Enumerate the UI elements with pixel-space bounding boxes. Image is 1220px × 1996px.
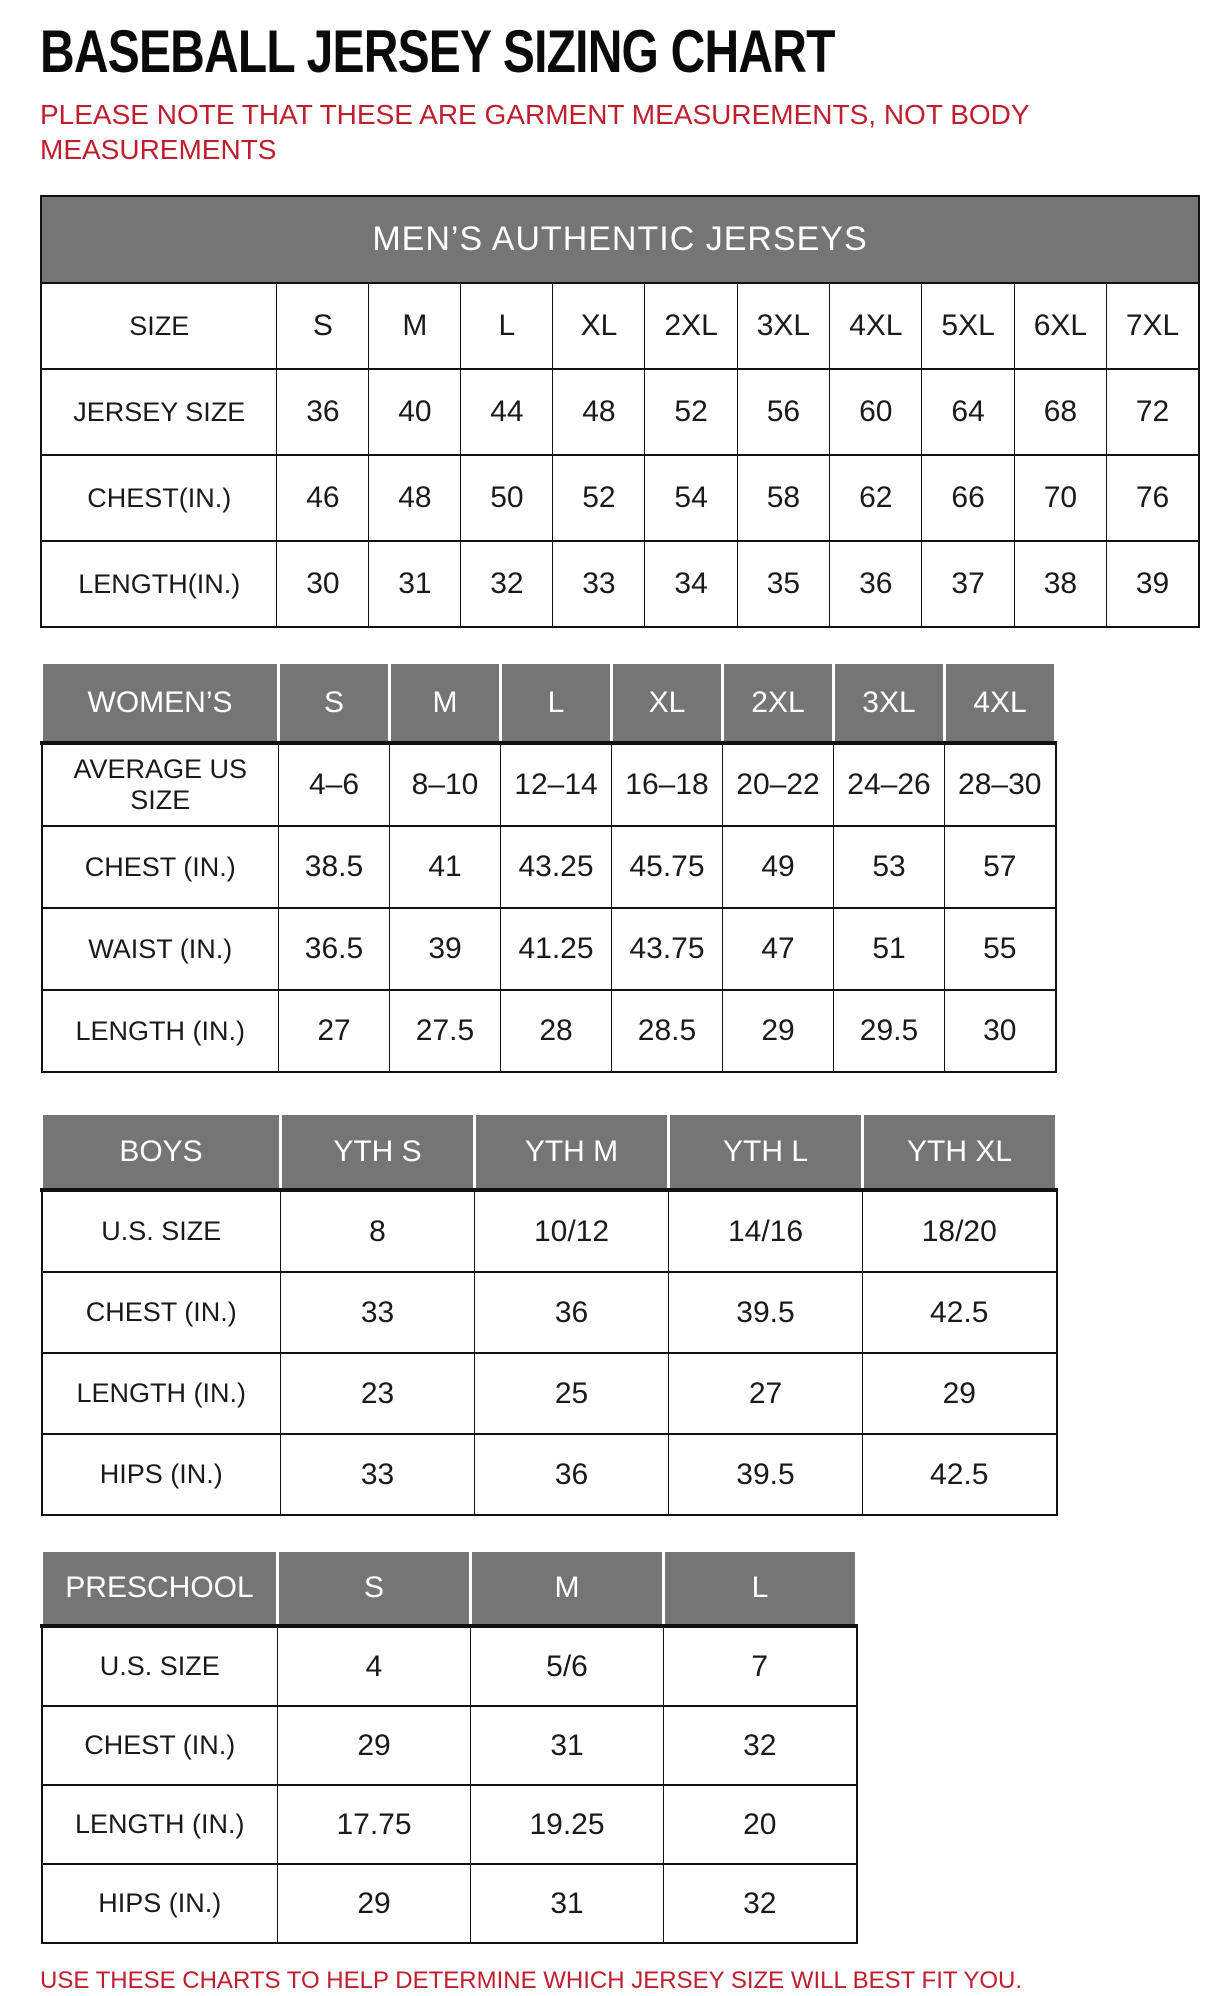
- size-column-header: 2XL: [723, 663, 834, 744]
- row-label: WAIST (IN.): [42, 908, 279, 990]
- measurement-value: 60: [830, 369, 922, 455]
- measurement-value: 2XL: [645, 283, 737, 369]
- measurement-value: 58: [737, 455, 829, 541]
- measurement-value: 52: [645, 369, 737, 455]
- measurement-value: 31: [471, 1864, 664, 1943]
- measurement-value: 4–6: [279, 743, 390, 826]
- measurement-value: 19.25: [471, 1785, 664, 1864]
- measurement-value: 39: [1107, 541, 1199, 627]
- mens-table-banner: MEN’S AUTHENTIC JERSEYS: [41, 196, 1199, 283]
- measurement-value: 4: [278, 1626, 471, 1706]
- measurement-value: 3XL: [737, 283, 829, 369]
- measurement-value: S: [277, 283, 369, 369]
- size-column-header: YTH XL: [863, 1114, 1057, 1191]
- size-column-header: S: [279, 663, 390, 744]
- row-label: CHEST(IN.): [41, 455, 277, 541]
- measurement-value: 4XL: [830, 283, 922, 369]
- boys-jerseys-table: [40, 1112, 1058, 1516]
- measurement-value: 57: [945, 826, 1056, 908]
- measurement-value: 33: [553, 541, 645, 627]
- measurement-value: 43.75: [612, 908, 723, 990]
- measurement-value: 12–14: [501, 743, 612, 826]
- row-label: LENGTH (IN.): [42, 1785, 278, 1864]
- measurement-value: 62: [830, 455, 922, 541]
- measurement-value: 45.75: [612, 826, 723, 908]
- measurement-value: 42.5: [863, 1272, 1057, 1353]
- tables-container: [40, 195, 1200, 1944]
- measurement-value: 14/16: [669, 1190, 863, 1272]
- measurement-value: 32: [664, 1706, 857, 1785]
- measurement-value: 30: [945, 990, 1056, 1072]
- measurement-value: 17.75: [278, 1785, 471, 1864]
- size-column-header: 3XL: [834, 663, 945, 744]
- measurement-value: 56: [737, 369, 829, 455]
- measurement-value: 70: [1014, 455, 1106, 541]
- row-label: CHEST (IN.): [42, 826, 279, 908]
- measurement-value: 29.5: [834, 990, 945, 1072]
- measurement-value: 35: [737, 541, 829, 627]
- row-label: U.S. SIZE: [42, 1626, 278, 1706]
- measurement-value: 28–30: [945, 743, 1056, 826]
- size-column-header: M: [471, 1551, 664, 1627]
- size-column-header: XL: [612, 663, 723, 744]
- page-title: BASEBALL JERSEY SIZING CHART: [40, 18, 835, 85]
- measurement-value: 18/20: [863, 1190, 1057, 1272]
- measurement-value: 5/6: [471, 1626, 664, 1706]
- womens-jerseys-table: [40, 661, 1057, 1073]
- measurement-value: 72: [1107, 369, 1199, 455]
- measurement-value: 32: [664, 1864, 857, 1943]
- measurement-value: 29: [278, 1706, 471, 1785]
- measurement-value: 23: [281, 1353, 475, 1434]
- measurement-value: 20: [664, 1785, 857, 1864]
- measurement-value: 33: [281, 1272, 475, 1353]
- measurement-value: 31: [369, 541, 461, 627]
- womens-header-label: WOMEN’S: [42, 663, 279, 744]
- measurement-value: 7XL: [1107, 283, 1199, 369]
- measurement-value: 38: [1014, 541, 1106, 627]
- measurement-value: 27: [279, 990, 390, 1072]
- row-label: LENGTH (IN.): [42, 1353, 281, 1434]
- measurement-value: 47: [723, 908, 834, 990]
- preschool-header-label: PRESCHOOL: [42, 1551, 278, 1627]
- measurement-value: 43.25: [501, 826, 612, 908]
- row-label: CHEST (IN.): [42, 1272, 281, 1353]
- measurement-value: 54: [645, 455, 737, 541]
- measurement-value: 55: [945, 908, 1056, 990]
- size-column-header: 4XL: [945, 663, 1056, 744]
- measurement-value: 36.5: [279, 908, 390, 990]
- row-label: AVERAGE US SIZE: [42, 743, 279, 826]
- measurement-value: 48: [553, 369, 645, 455]
- row-label: CHEST (IN.): [42, 1706, 278, 1785]
- measurement-value: L: [461, 283, 553, 369]
- preschool-jerseys-table: [40, 1549, 858, 1944]
- measurement-value: 36: [475, 1272, 669, 1353]
- measurement-value: 52: [553, 455, 645, 541]
- measurement-value: 36: [475, 1434, 669, 1515]
- boys-header-label: BOYS: [42, 1114, 281, 1191]
- measurement-value: 49: [723, 826, 834, 908]
- measurement-value: 42.5: [863, 1434, 1057, 1515]
- measurement-value: 39.5: [669, 1434, 863, 1515]
- measurement-value: 66: [922, 455, 1014, 541]
- measurement-value: 20–22: [723, 743, 834, 826]
- footer-note: USE THESE CHARTS TO HELP DETERMINE WHICH JERSEY SIZE WILL BEST FIT YOU.: [40, 1967, 1023, 1994]
- measurement-value: 64: [922, 369, 1014, 455]
- row-label: HIPS (IN.): [42, 1434, 281, 1515]
- measurement-value: 48: [369, 455, 461, 541]
- measurement-value: 68: [1014, 369, 1106, 455]
- measurement-value: 76: [1107, 455, 1199, 541]
- measurement-value: XL: [553, 283, 645, 369]
- measurement-value: 7: [664, 1626, 857, 1706]
- size-column-header: L: [501, 663, 612, 744]
- size-column-header: YTH L: [669, 1114, 863, 1191]
- mens-authentic-jerseys-table: [40, 195, 1200, 628]
- measurement-value: 27.5: [390, 990, 501, 1072]
- measurement-value: 31: [471, 1706, 664, 1785]
- size-column-header: L: [664, 1551, 857, 1627]
- size-column-header: YTH M: [475, 1114, 669, 1191]
- measurement-value: 10/12: [475, 1190, 669, 1272]
- row-label: HIPS (IN.): [42, 1864, 278, 1943]
- measurement-value: 40: [369, 369, 461, 455]
- measurement-value: 32: [461, 541, 553, 627]
- measurement-value: 38.5: [279, 826, 390, 908]
- measurement-value: 28.5: [612, 990, 723, 1072]
- measurement-value: 46: [277, 455, 369, 541]
- measurement-value: 28: [501, 990, 612, 1072]
- measurement-value: 39.5: [669, 1272, 863, 1353]
- measurement-value: 27: [669, 1353, 863, 1434]
- measurement-value: 50: [461, 455, 553, 541]
- row-label: U.S. SIZE: [42, 1190, 281, 1272]
- measurement-value: 41: [390, 826, 501, 908]
- measurement-value: 36: [277, 369, 369, 455]
- measurement-value: 8: [281, 1190, 475, 1272]
- measurement-value: 25: [475, 1353, 669, 1434]
- measurement-value: 16–18: [612, 743, 723, 826]
- row-label: LENGTH(IN.): [41, 541, 277, 627]
- measurement-value: 33: [281, 1434, 475, 1515]
- measurement-value: M: [369, 283, 461, 369]
- size-column-header: S: [278, 1551, 471, 1627]
- row-label: SIZE: [41, 283, 277, 369]
- measurement-value: 30: [277, 541, 369, 627]
- size-column-header: YTH S: [281, 1114, 475, 1191]
- measurement-value: 53: [834, 826, 945, 908]
- measurement-value: 37: [922, 541, 1014, 627]
- measurement-value: 24–26: [834, 743, 945, 826]
- measurement-value: 51: [834, 908, 945, 990]
- measurement-value: 8–10: [390, 743, 501, 826]
- garment-measurements-note: PLEASE NOTE THAT THESE ARE GARMENT MEASUREMENTS, NOT BODY MEASUREMENTS: [40, 99, 1030, 165]
- measurement-value: 39: [390, 908, 501, 990]
- measurement-value: 41.25: [501, 908, 612, 990]
- row-label: JERSEY SIZE: [41, 369, 277, 455]
- measurement-value: 6XL: [1014, 283, 1106, 369]
- measurement-value: 34: [645, 541, 737, 627]
- size-column-header: M: [390, 663, 501, 744]
- measurement-value: 29: [278, 1864, 471, 1943]
- measurement-value: 5XL: [922, 283, 1014, 369]
- measurement-value: 29: [723, 990, 834, 1072]
- measurement-value: 29: [863, 1353, 1057, 1434]
- measurement-value: 36: [830, 541, 922, 627]
- measurement-value: 44: [461, 369, 553, 455]
- row-label: LENGTH (IN.): [42, 990, 279, 1072]
